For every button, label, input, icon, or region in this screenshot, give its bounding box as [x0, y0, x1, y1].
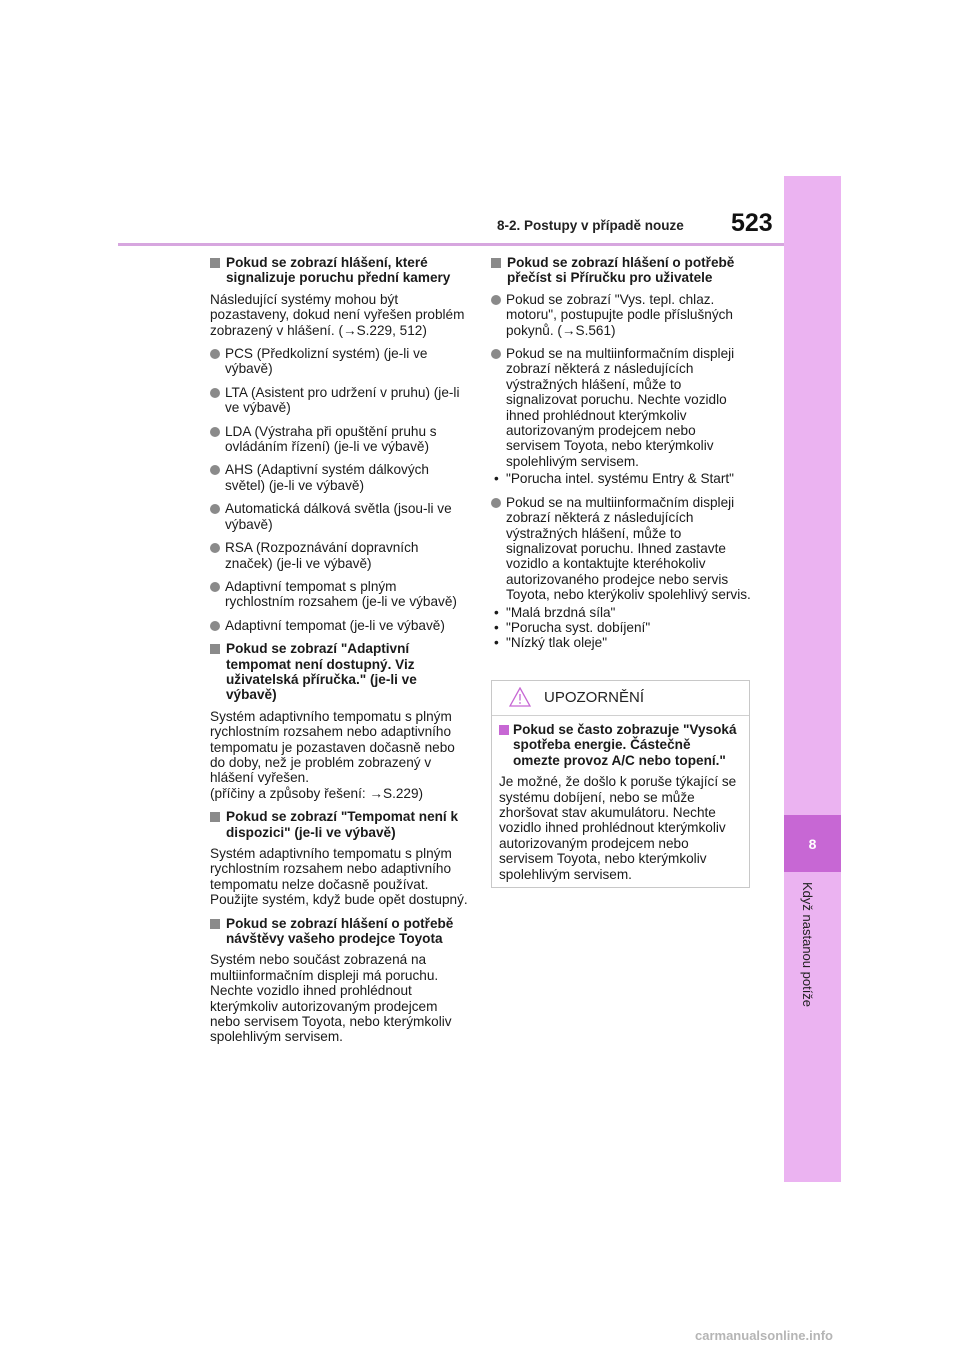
caution-title: UPOZORNĚNÍ — [544, 689, 645, 706]
header-divider — [118, 243, 784, 246]
list-item: AHS (Adaptivní systém dálkových světel) (je-li ve výbavě) — [210, 462, 468, 493]
section-heading: Pokud se zobrazí hlášení, které signalizuje poruchu přední kamery — [210, 255, 468, 286]
paragraph: Systém adaptivního tempomatu s plným rychlostním rozsahem nebo adaptivního tempomatu nelze dočasně používat. Použijte systém, když bude opět dostupný. — [210, 846, 468, 908]
caution-text: Je možné, že došlo k poruše týkající se systému dobíjení, nebo se může zhoršovat stav akumulátoru. Nechte vozidlo ihned prohlédnout kterýmkoliv autorizovaným prodejcem nebo servisem Toyota, nebo kterýmkoliv spolehlivým servisem. — [499, 774, 737, 882]
paragraph: Následující systémy mohou být pozastaveny, dokud není vyřešen problém zobrazený v hlášení. (→S.229, 512) — [210, 291, 465, 338]
caution-header — [492, 681, 749, 716]
section-title: 8-2. Postupy v případě nouze — [497, 218, 684, 233]
list-item: Automatická dálková světla (jsou-li ve výbavě) — [210, 501, 468, 532]
chapter-label: Když nastanou potíže — [800, 882, 815, 1008]
left-column — [210, 255, 468, 1053]
paragraph: Systém nebo součást zobrazená na multiinformačním displeji má poruchu. Nechte vozidlo ihned prohlédnout kterýmkoliv autorizovaným prodejcem nebo servisem Toyota, nebo kterýmkoliv spolehlivým servisem. — [210, 952, 452, 1045]
section-heading: Pokud se zobrazí "Adaptivní tempomat není dostupný. Viz uživatelská příručka." (je-li ve výbavě) — [210, 641, 468, 703]
warning-triangle-icon — [509, 687, 531, 712]
sub-list-item: • "Porucha intel. systému Entry & Start" — [491, 471, 753, 486]
paragraph: Systém adaptivního tempomatu s plným rychlostním rozsahem nebo adaptivního tempomatu je pozastaven dočasně nebo do doby, než je problém zobrazený v hlášení vyřešen. — [210, 708, 455, 786]
page-number: 523 — [731, 209, 773, 237]
list-item: LDA (Výstraha při opuštění pruhu s ovládáním řízení) (je-li ve výbavě) — [210, 424, 468, 455]
section-heading: Pokud se zobrazí hlášení o potřebě přečíst si Příručku pro uživatele — [491, 255, 753, 286]
list-item: Pokud se na multiinformačním displeji zobrazí některá z následujících výstražných hlášení, může to signalizovat poruchu. Nechte vozidlo ihned prohlédnout kterýmkoliv autorizovaným prodejcem nebo servisem Toyota, nebo kterýmkoliv spolehlivým servisem. — [491, 346, 753, 469]
list-item: PCS (Předkolizní systém) (je-li ve výbavě) — [210, 346, 468, 377]
sub-list-item: • "Malá brzdná síla" — [491, 605, 753, 620]
chapter-tab[interactable]: 8 — [784, 815, 841, 872]
chapter-sidebar — [784, 176, 841, 1182]
list-item: Adaptivní tempomat (je-li ve výbavě) — [210, 618, 468, 633]
watermark: carmanualsonline.info — [695, 1328, 833, 1343]
list-item: Adaptivní tempomat s plným rychlostním rozsahem (je-li ve výbavě) — [210, 579, 468, 610]
list-item: Pokud se na multiinformačním displeji zobrazí některá z následujících výstražných hlášení, může to signalizovat poruchu. Ihned zastavte vozidlo a kontaktujte kteréhokoliv autorizovaného prodejce nebo servis Toyota, nebo kterýkoliv spolehlivý servis. — [491, 495, 753, 603]
caution-body — [492, 716, 749, 882]
list-item: LTA (Asistent pro udržení v pruhu) (je-li ve výbavě) — [210, 385, 468, 416]
cross-reference: (příčiny a způsoby řešení: →S.229) — [210, 785, 424, 801]
list-item: Pokud se zobrazí "Vys. tepl. chlaz. motoru", postupujte podle příslušných pokynů. (→S.561) — [491, 292, 753, 338]
caution-heading: Pokud se často zobrazuje "Vysoká spotřeba energie. Částečně omezte provoz A/C nebo topení." — [499, 722, 739, 768]
sub-list — [491, 471, 753, 486]
caution-box — [491, 680, 750, 888]
section-heading: Pokud se zobrazí hlášení o potřebě návštěvy vašeho prodejce Toyota — [210, 916, 468, 947]
right-column — [491, 255, 753, 659]
sub-list-item: • "Porucha syst. dobíjení" — [491, 620, 753, 635]
list-item: RSA (Rozpoznávání dopravních značek) (je-li ve výbavě) — [210, 540, 468, 571]
section-heading: Pokud se zobrazí "Tempomat není k dispozici" (je-li ve výbavě) — [210, 809, 468, 840]
sub-list-item: • "Nízký tlak oleje" — [491, 635, 753, 650]
sub-list — [491, 605, 753, 651]
